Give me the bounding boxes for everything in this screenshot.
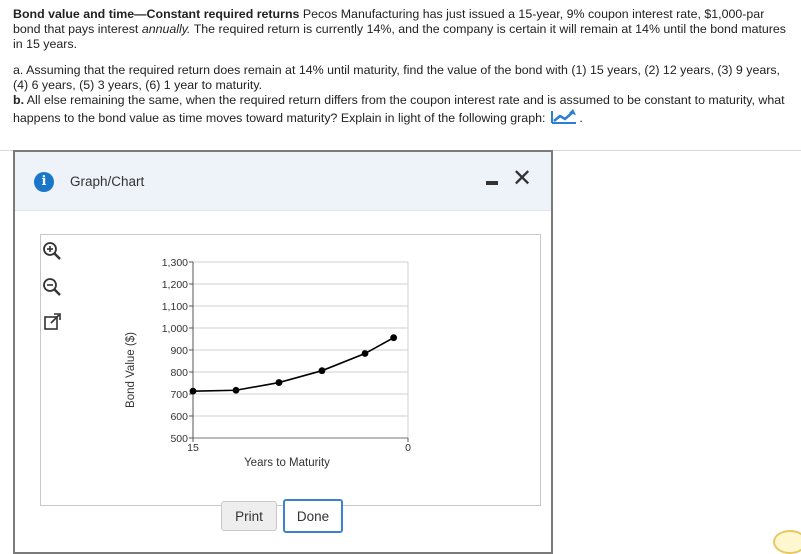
data-point — [276, 379, 283, 386]
part-b-label: b. — [13, 93, 25, 108]
x-tick-label: 0 — [405, 442, 411, 454]
y-tick-label: 800 — [170, 367, 188, 379]
open-external-icon[interactable] — [41, 311, 63, 333]
x-axis-label: Years to Maturity — [244, 457, 330, 469]
y-tick-label: 1,300 — [161, 257, 188, 269]
zoom-out-icon[interactable] — [41, 276, 63, 298]
done-button[interactable]: Done — [283, 499, 343, 533]
bond-value-chart — [41, 235, 540, 505]
data-point — [190, 388, 197, 395]
y-axis-label: Bond Value ($) — [125, 332, 137, 408]
intro-emphasis: annually. — [141, 22, 191, 37]
y-tick-label: 900 — [170, 345, 188, 357]
intro-text-2: The required return is currently 14%, and the company is certain it will remain at 14% until the bond matures in 15 years. — [13, 22, 787, 52]
zoom-in-icon[interactable] — [41, 240, 63, 262]
data-point — [233, 387, 240, 394]
x-tick-label: 15 — [187, 442, 199, 454]
data-point — [390, 334, 397, 341]
y-tick-label: 1,200 — [161, 279, 188, 291]
problem-title: Bond value and time—Constant required returns — [13, 7, 300, 21]
graph-link-icon[interactable] — [549, 108, 579, 126]
problem-statement — [13, 7, 788, 126]
intro-text: Pecos Manufacturing has just issued a 15-year, 9% coupon interest rate, $1,000-par bond that pays interest — [13, 7, 765, 37]
series-line — [193, 338, 394, 394]
graph-chart-dialog — [13, 150, 553, 554]
y-tick-label: 700 — [170, 389, 188, 401]
info-icon: i — [34, 172, 54, 192]
dialog-header — [15, 152, 551, 211]
y-tick-label: 1,100 — [161, 301, 188, 313]
part-b — [13, 93, 788, 126]
problem-intro — [13, 7, 788, 53]
help-badge[interactable] — [773, 530, 801, 554]
y-tick-label: 600 — [170, 411, 188, 423]
data-point — [319, 367, 326, 374]
data-point — [362, 350, 369, 357]
chart-panel — [40, 234, 541, 506]
close-button[interactable]: ✕ — [512, 165, 533, 192]
part-a: a. Assuming that the required return does remain at 14% until maturity, find the value of the bond with (1) 15 years, (2) 12 years, (3) 9 years, (4) 6 years, (5) 3 years, (6) 1 year to maturity. — [13, 62, 781, 92]
y-tick-label: 1,000 — [161, 323, 188, 335]
print-button[interactable]: Print — [221, 501, 277, 531]
part-b-end: . — [579, 111, 583, 126]
dialog-title: Graph/Chart — [70, 174, 145, 189]
part-b-text: All else remaining the same, when the required return differs from the coupon interest rate and is assumed to be constant to maturity, what happens to the bond value as time moves toward maturity? Explain in light of the following graph: — [13, 93, 785, 126]
y-tick-label: 500 — [170, 433, 188, 445]
minimize-button[interactable] — [485, 174, 499, 188]
